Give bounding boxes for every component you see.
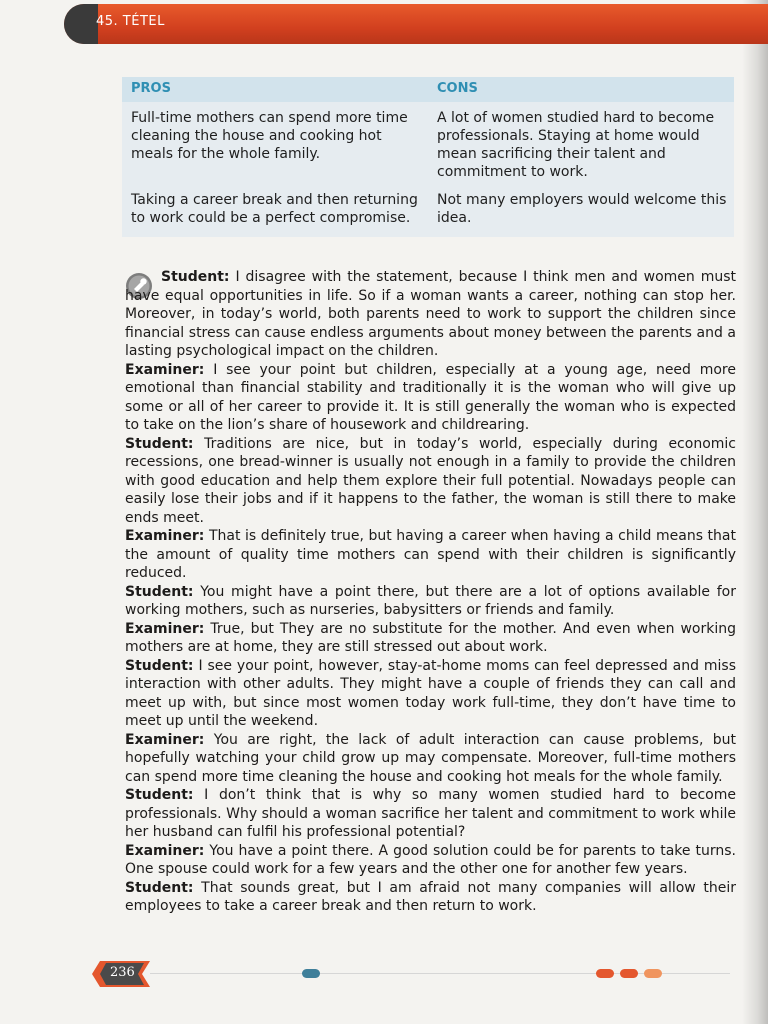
pros-cell: Full-time mothers can spend more time cleaning the house and cooking hot meals for the whole family. <box>131 110 408 162</box>
dialogue-line <box>125 842 736 879</box>
cons-cell: Not many employers would welcome this idea. <box>437 192 727 226</box>
speaker-label: Examiner: <box>125 361 205 378</box>
footer-dot-light-orange <box>644 969 662 978</box>
speaker-label: Student: <box>161 269 230 285</box>
footer-dot-blue <box>302 969 320 978</box>
chapter-header-band <box>64 4 768 44</box>
line-text: You are right, the lack of adult interaction can cause problems, but hopefully watching your child grow up may compensate. Moreover, full-time mothers can spend more time cleaning the house and cooking hot meals for the whole family. <box>125 731 736 785</box>
page-number: 236 <box>110 965 135 980</box>
dialogue-line <box>125 657 736 731</box>
cons-header: CONS <box>437 81 478 96</box>
dialogue-line <box>125 786 736 842</box>
pros-cell: Taking a career break and then returning to work could be a perfect compromise. <box>131 192 418 226</box>
pros-header: PROS <box>131 81 171 96</box>
page-edge-shadow <box>742 0 768 1024</box>
dialogue-line <box>125 583 736 620</box>
footer-dot-orange <box>620 969 638 978</box>
line-text: True, but They are no substitute for the mother. And even when working mothers are at home, they are still stressed out about work. <box>125 620 736 655</box>
dialogue-text <box>125 268 736 916</box>
dialogue-line <box>125 527 736 583</box>
table-header-row <box>122 77 734 102</box>
chapter-title: 45. TÉTEL <box>96 14 165 29</box>
speaker-label: Student: <box>125 583 194 600</box>
line-text: That sounds great, but I am afraid not many companies will allow their employees to take a career break and then return to work. <box>125 879 736 914</box>
dialogue-line <box>125 268 736 361</box>
speaker-label: Student: <box>125 657 194 674</box>
footer-rule <box>150 973 730 974</box>
line-text: You have a point there. A good solution could be for parents to take turns. One spouse could work for a few years and the other one for another few years. <box>125 842 736 877</box>
header-tab-edge <box>64 4 98 44</box>
dialogue-line <box>125 361 736 435</box>
dialogue-line <box>125 879 736 916</box>
speaker-label: Student: <box>125 787 194 803</box>
line-text: I see your point, however, stay-at-home moms can feel depressed and miss interaction with other adults. They might have a couple of friends they can call and meet up with, but since most women today work full-time, they don’t have time to meet up until the weekend. <box>125 657 736 729</box>
line-text: Traditions are nice, but in today’s world, especially during economic recessions, one bread-winner is usually not enough in a family to provide the children with good education and help them explore their full potential. Nowadays people can easily lose their jobs and if it happens to the father, the woman is still there to make ends meet. <box>125 435 736 526</box>
table-row <box>122 102 734 191</box>
dialogue-line <box>125 620 736 657</box>
line-text: I disagree with the statement, because I think men and women must have equal opportunities in life. So if a woman wants a career, nothing can stop her. Moreover, in today’s world, both parents need to work to support the children since financial stress can cause endless arguments about money between the parents and a lasting psychological impact on the children. <box>125 269 736 359</box>
speaker-label: Examiner: <box>125 528 205 544</box>
dialogue-line <box>125 731 736 787</box>
line-text: That is definitely true, but having a career when having a child means that the amount of quality time mothers can spend with their children is significantly reduced. <box>125 528 736 581</box>
table-row <box>122 191 734 237</box>
speaker-label: Examiner: <box>125 620 205 637</box>
line-text: I don’t think that is why so many women studied hard to become professionals. Why should a woman sacrifice her talent and commitment to work while her husband can fulfil his professional potential? <box>125 787 736 840</box>
footer-dot-orange <box>596 969 614 978</box>
cons-cell: A lot of women studied hard to become professionals. Staying at home would mean sacrificing their talent and commitment to work. <box>437 110 715 180</box>
speaker-label: Examiner: <box>125 842 205 859</box>
line-text: You might have a point there, but there are a lot of options available for working mothers, such as nurseries, babysitters or friends and family. <box>125 583 736 618</box>
speaker-label: Student: <box>125 435 194 452</box>
speaker-label: Student: <box>125 879 194 896</box>
speaker-label: Examiner: <box>125 731 205 748</box>
line-text: I see your point but children, especially at a young age, need more emotional than financial stability and traditionally it is the woman who will give up some or all of her career to provide it. It is still generally the woman who is expected to take on the lion’s share of housework and childrearing. <box>125 361 736 433</box>
dialogue-line <box>125 435 736 528</box>
pros-cons-table <box>122 77 734 237</box>
